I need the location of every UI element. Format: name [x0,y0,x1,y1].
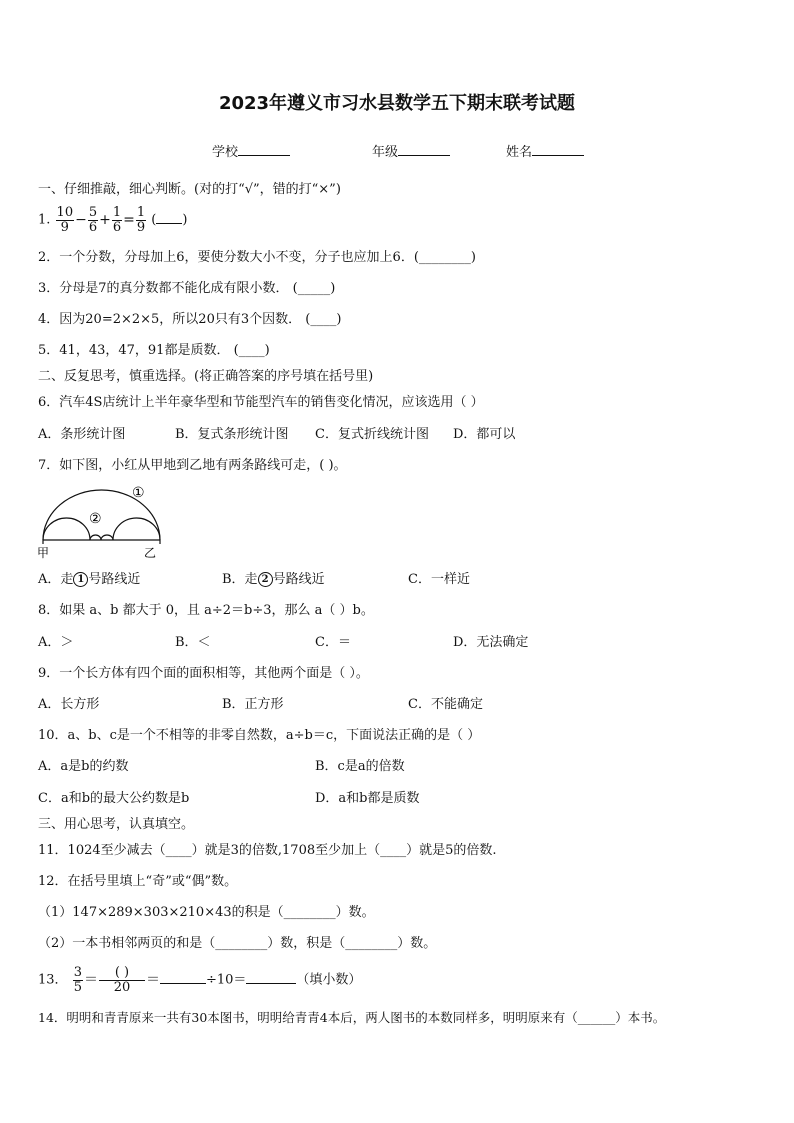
q13-fraction-given: $\frac{3}{5}$ [73,964,82,995]
q7-route-2-arc-mid-right [101,535,113,540]
q10-option-a[interactable]: A．a是b的约数 [38,759,129,774]
q8-option-b[interactable]: B．＜ [175,635,211,650]
school-blank[interactable] [238,143,290,156]
question-12-part-1: （1）147×289×303×210×43的积是（________）数。 [38,905,375,920]
q13-fraction-blank[interactable]: $\frac{( )}{20}$ [99,966,145,995]
q6-option-b[interactable]: B．复式条形统计图 [175,427,289,442]
grade-field [372,141,450,160]
q7-option-b[interactable]: B．走 2 号路线近 [222,572,325,587]
q1-plus: + [99,212,111,228]
q13-equals-2: ＝ [145,972,160,988]
section3-heading: 三、用心思考，认真填空。 [38,817,195,832]
q1-fraction-2: $\frac{5}{6}$ [88,204,98,235]
q6-option-c[interactable]: C．复式折线统计图 [315,427,429,442]
page-title: 2023年遵义市习水县数学五下期末联考试题 [218,93,576,114]
question-13 [38,962,361,999]
q6-option-d[interactable]: D．都可以 [453,427,516,442]
q13-decimal-blank[interactable] [246,971,296,984]
q7-label-end: 乙 [144,546,157,560]
q13-hint: （填小数） [296,972,362,988]
name-field [506,141,584,160]
q1-paren-close: ) [182,212,188,228]
q8-option-d[interactable]: D．无法确定 [453,635,529,650]
question-10: 10．a、b、c是一个不相等的非零自然数，a÷b＝c，下面说法正确的是（ ） [38,728,481,743]
q1-equals: = [123,212,135,228]
question-6: 6．汽车4S店统计上半年豪华型和节能型汽车的销售变化情况，应该选用（ ） [38,395,484,410]
question-1 [38,203,187,238]
q7-label-route-2: ② [89,511,102,527]
q13-dividend-blank[interactable] [160,971,206,984]
question-14: 14．明明和青青原来一共有30本图书，明明给青青4本后，两人图书的本数同样多，明明原来有（______）本书。 [38,1010,666,1025]
question-7: 7．如下图，小红从甲地到乙地有两条路线可走，( )。 [38,458,347,473]
q1-number: 1. [38,212,51,228]
name-label: 姓名 [506,145,533,160]
school-field [212,141,290,160]
q8-option-a[interactable]: A．＞ [38,635,74,650]
question-5: 5．41，43，47，91都是质数． (____) [38,343,270,358]
q1-minus: − [75,212,87,228]
q7-route-2-arc-left [43,518,90,540]
q7-option-c[interactable]: C．一样近 [408,572,470,587]
section2-heading: 二、反复思考，慎重选择。(将正确答案的序号填在括号里) [38,369,374,384]
q8-option-c[interactable]: C．＝ [315,635,351,650]
section1-heading: 一、仔细推敲，细心判断。(对的打“√”，错的打“×”) [38,182,341,197]
name-blank[interactable] [532,143,584,156]
q13-equals-1: ＝ [83,972,98,988]
q1-answer-blank[interactable] [156,211,182,224]
grade-blank[interactable] [398,143,450,156]
q1-fraction-1: $\frac{10}{9}$ [56,204,74,235]
question-12-part-2: （2）一本书相邻两页的和是（________）数，积是（________）数。 [38,936,437,951]
q7-label-start: 甲 [37,546,50,560]
question-8: 8．如果 a、b 都大于 0，且 a÷2＝b÷3，那么 a（ ）b。 [38,603,374,618]
q9-option-c[interactable]: C．不能确定 [408,697,483,712]
q10-option-d[interactable]: D．a和b都是质数 [315,791,420,806]
circled-one-icon: 1 [73,572,88,587]
q9-option-b[interactable]: B．正方形 [222,697,284,712]
question-2: 2．一个分数，分母加上6，要使分数大小不变，分子也应加上6．(________) [38,250,476,265]
q1-fraction-4: $\frac{1}{9}$ [136,204,146,235]
q7-route-2-arc-mid-left [90,535,101,540]
q6-option-a[interactable]: A．条形统计图 [38,427,126,442]
question-4: 4．因为20=2×2×5，所以20只有3个因数． (____) [38,312,342,327]
q7-option-a[interactable]: A．走 1 号路线近 [38,572,141,587]
q7-route-diagram [36,482,164,560]
q7-route-2-arc-right [113,518,160,540]
q10-option-c[interactable]: C．a和b的最大公约数是b [38,791,190,806]
q1-paren-open: ( [151,212,157,228]
question-3: 3．分母是7的真分数都不能化成有限小数． (_____) [38,281,336,296]
grade-label: 年级 [372,145,399,160]
question-9: 9．一个长方体有四个面的面积相等，其他两个面是（ ）。 [38,666,369,681]
q1-fraction-3: $\frac{1}{6}$ [112,204,122,235]
q10-option-b[interactable]: B．c是a的倍数 [315,759,405,774]
school-label: 学校 [212,145,239,160]
q13-number: 13． [38,972,68,988]
question-12: 12．在括号里填上“奇”或“偶”数。 [38,874,238,889]
q9-option-a[interactable]: A．长方形 [38,697,100,712]
q7-label-route-1: ① [132,485,145,501]
question-11: 11．1024至少减去（____）就是3的倍数,1708至少加上（____）就是5的倍数. [38,843,497,858]
circled-two-icon: 2 [258,572,273,587]
q13-divide-text: ÷10＝ [205,972,247,988]
